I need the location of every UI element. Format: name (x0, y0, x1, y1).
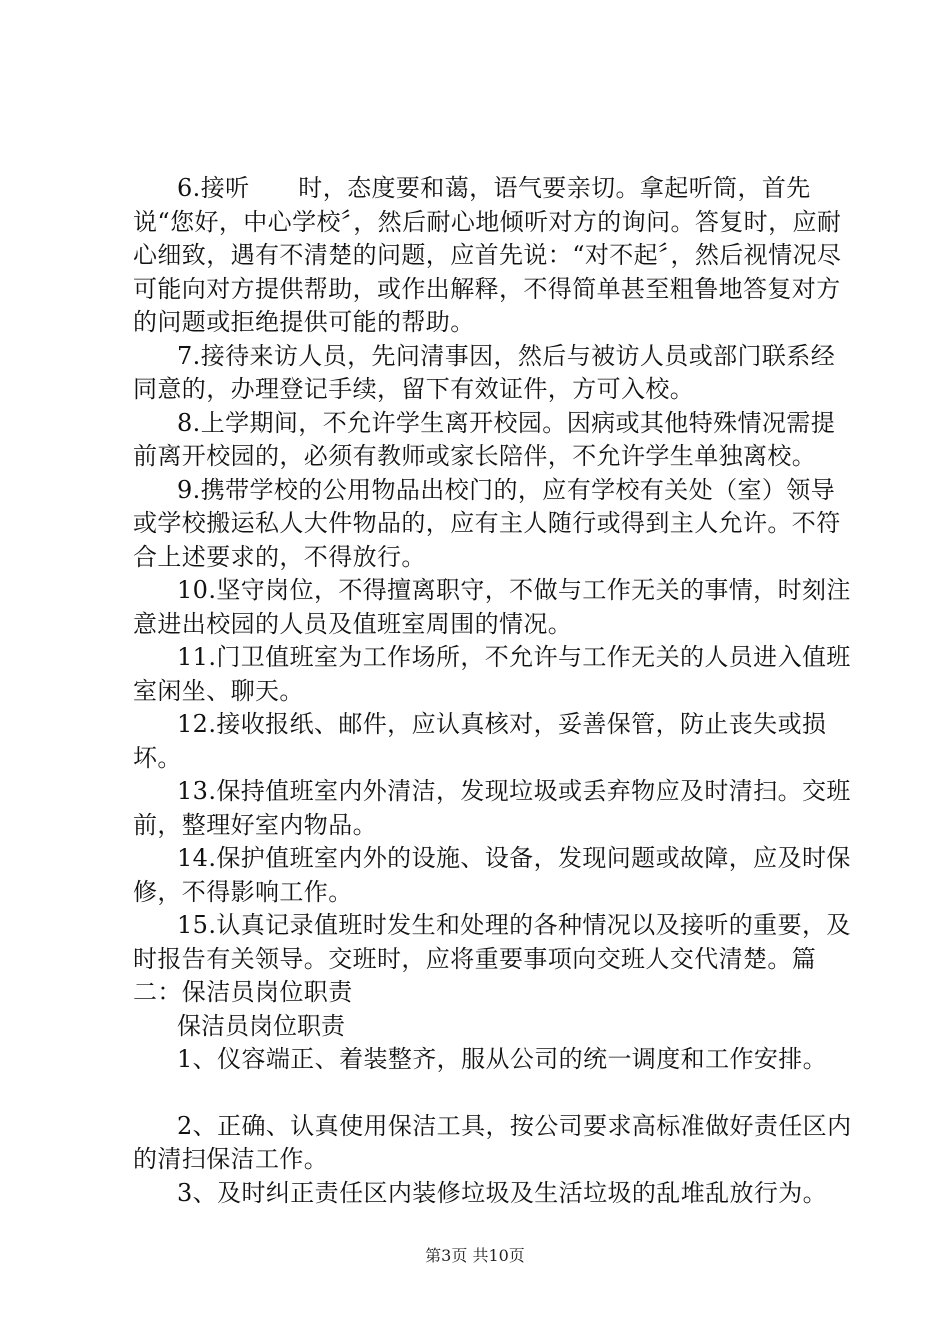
section-title: 保洁员岗位职责 (177, 1011, 345, 1040)
duty-3: 3、及时纠正责任区内装修垃圾及生活垃圾的乱堆乱放行为。 (177, 1178, 828, 1207)
duty-2: 2、正确、认真使用保洁工具，按公司要求高标准做好责任区内的清扫保洁工作。 (133, 1111, 852, 1173)
duty-1: 1、仪容端正、着装整齐，服从公司的统一调度和工作安排。 (177, 1045, 828, 1073)
paragraph-item-11: 11.门卫值班室为工作场所，不允许与工作无关的人员进入值班室闲坐、聊天。 (133, 643, 851, 705)
paragraph-item-10: 10.坚守岗位，不得擅离职守，不做与工作无关的事情，时刻注意进出校园的人员及值班室周围的情况。 (133, 576, 851, 638)
paragraph-item-8: 8.上学期间，不允许学生离开校园。因病或其他特殊情况需提前离开校园的，必须有教师或家长陪伴，不允许学生单独离校。 (133, 408, 836, 470)
page-number-footer: 第3页 共10页 (425, 1246, 525, 1265)
paragraph-item-13: 13.保持值班室内外清洁，发现垃圾或丢弃物应及时清扫。交班前，整理好室内物品。 (133, 777, 851, 839)
paragraph-item-6: 6.接听 时，态度要和蔼，语气要亲切。拿起听筒，首先说“您好，中心学校〞，然后耐心地倾听对方的询问。答复时，应耐心细致，遇有不清楚的问题，应首先说：“对不起〞，然后视情况尽可能向对方提供帮助，或作出解释，不得简单甚至粗鲁地答复对方的问题或拒绝提供可能的帮助。 (133, 174, 842, 336)
document-body (133, 172, 853, 1210)
paragraph-item-14: 14.保护值班室内外的设施、设备，发现问题或故障，应及时保修，不得影响工作。 (133, 844, 851, 906)
paragraph-item-7: 7.接待来访人员，先问清事因，然后与被访人员或部门联系经同意的，办理登记手续，留下有效证件，方可入校。 (133, 341, 836, 403)
paragraph-item-15: 15.认真记录值班时发生和处理的各种情况以及接听的重要，及时报告有关领导。交班时，应将重要事项向交班人交代清楚。篇二：保洁员岗位职责 (133, 911, 851, 1006)
paragraph-item-12: 12.接收报纸、邮件，应认真核对，妥善保管，防止丧失或损坏。 (133, 710, 827, 772)
paragraph-gap (133, 1077, 853, 1110)
paragraph-item-9: 9.携带学校的公用物品出校门的，应有学校有关处（室）领导或学校搬运私人大件物品的，应有主人随行或得到主人允许。不符合上述要求的，不得放行。 (133, 475, 841, 571)
